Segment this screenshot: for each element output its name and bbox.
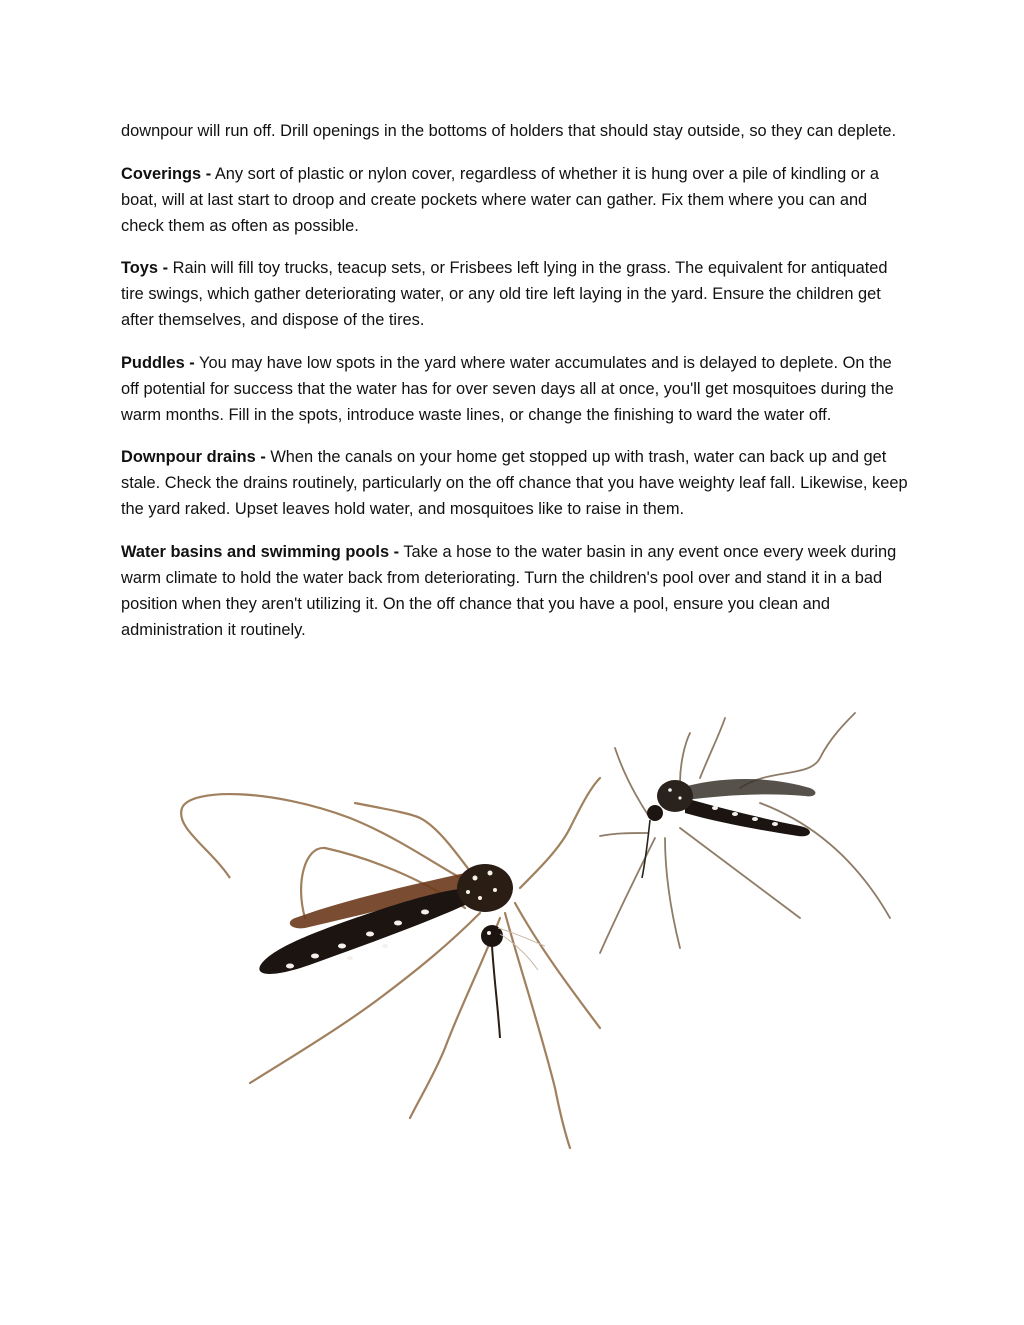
text-water-basins: Take a hose to the water basin in any event once every week during warm climate to hold the water back from deteriorating. Turn the children's pool over and stand it in a bad position when they aren't utilizing it. On the off chance that you have a pool, ensure you clean and administration it routinely.: [121, 542, 897, 639]
paragraph-toys: [121, 255, 911, 333]
mosquito-photo-icon: [120, 708, 910, 1152]
intro-paragraph: [121, 118, 911, 144]
text-puddles: You may have low spots in the yard where water accumulates and is delayed to deplete. On the off potential for success that the water has for over seven days all at once, you'll get mosquitoes during the warm months. Fill in the spots, introduce waste lines, or change the finishing to ward the water off.: [121, 353, 894, 424]
paragraph-puddles: [121, 350, 911, 428]
term-water-basins: Water basins and swimming pools -: [121, 542, 400, 561]
intro-text: downpour will run off. Drill openings in the bottoms of holders that should stay outside, so they can deplete.: [121, 122, 897, 140]
term-downpour-drains: Downpour drains -: [121, 448, 266, 466]
term-toys: Toys -: [121, 259, 169, 277]
paragraph-water-basins: [121, 539, 911, 643]
text-downpour-drains: When the canals on your home get stopped up with trash, water can back up and get stale. Check the drains routinely, particularly on the off chance that you have weighty leaf fall. Likewise, keep the yard raked. Upset leaves hold water, and mosquitoes like to raise in them.: [121, 448, 908, 518]
text-toys: Rain will fill toy trucks, teacup sets, or Frisbees left lying in the grass. The equivalent for antiquated tire swings, which gather deteriorating water, or any old tire left laying in the yard. Ensure the children get after themselves, and dispose of the tires.: [121, 259, 888, 329]
term-puddles: Puddles -: [121, 353, 195, 372]
text-coverings: Any sort of plastic or nylon cover, regardless of whether it is hung over a pile of kindling or a boat, will at last start to droop and create pockets where water can gather. Fix them where you can and check them as often as possible.: [121, 164, 879, 235]
paragraph-coverings: [121, 161, 911, 239]
paragraph-downpour-drains: [121, 444, 911, 522]
term-coverings: Coverings -: [121, 164, 212, 183]
small-mosquito: [600, 713, 890, 953]
document-body: [121, 118, 911, 659]
mosquito-illustration: [120, 708, 910, 1152]
large-mosquito: [181, 778, 600, 1148]
